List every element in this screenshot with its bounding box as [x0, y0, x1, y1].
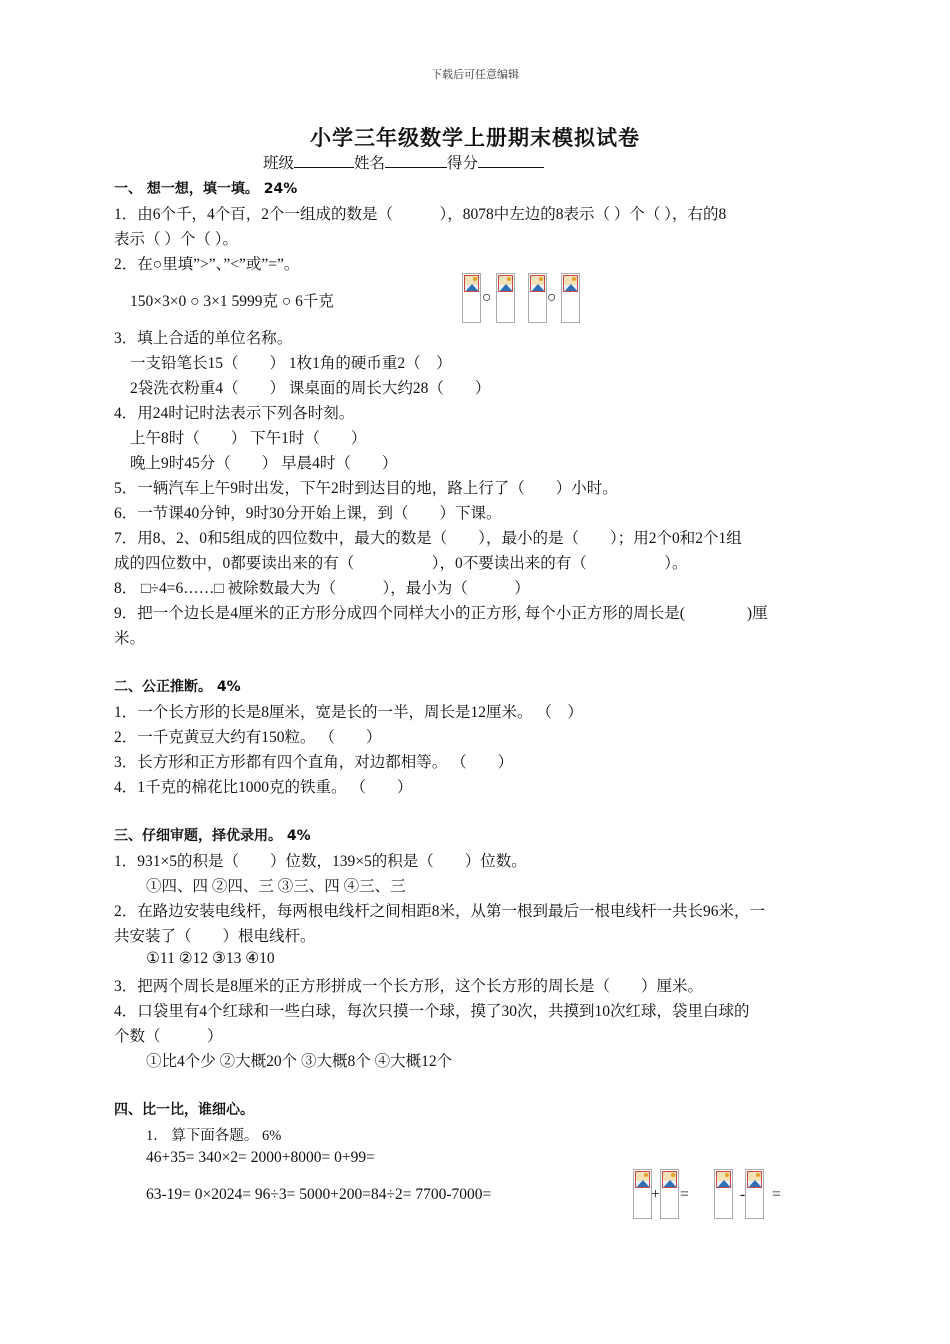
question-line: 晚上9时45分（ ） 早晨4时（ ） [130, 455, 398, 472]
question-line: 成的四位数中，0都要读出来的有（ ），0不要读出来的有（ ）。 [114, 555, 688, 572]
question-line: 2袋洗衣粉重4（ ） 课桌面的周长大约28（ ） [130, 380, 491, 397]
compare-circle: ○ [482, 289, 492, 306]
question-line: 3．把两个周长是8厘米的正方形拼成一个长方形，这个长方形的周长是（ ）厘米。 [114, 978, 704, 995]
compare-circle: ○ [547, 289, 557, 306]
header-note: 下载后可任意编辑 [431, 69, 519, 81]
embedded-image-icon [660, 1169, 679, 1219]
score-blank[interactable] [478, 153, 544, 168]
subheading: 1． 算下面各题。 6% [146, 1128, 282, 1144]
section-1-heading: 一、 想一想，填一填。 24% [114, 181, 298, 197]
question-line: 1．931×5的积是（ ）位数，139×5的积是（ ）位数。 [114, 853, 527, 870]
name-label: 姓名 [354, 155, 386, 172]
calc-row: 46+35= 340×2= 2000+8000= 0+99= [146, 1149, 375, 1166]
question-line: 8． □÷4=6……□ 被除数最大为（ ），最小为（ ） [114, 580, 530, 597]
embedded-image-icon [714, 1169, 733, 1219]
question-line: 6．一节课40分钟，9时30分开始上课，到（ ）下课。 [114, 505, 502, 522]
score-label: 得分 [447, 155, 479, 172]
question-line: 1．由6个千，4个百，2个一组成的数是（ ），8078中左边的8表示（ ）个（ ），右的8 [114, 206, 727, 223]
question-line: 5．一辆汽车上午9时出发，下午2时到达目的地，路上行了（ ）小时。 [114, 480, 618, 497]
class-label: 班级 [263, 155, 295, 172]
embedded-image-icon [462, 273, 481, 323]
question-line: 2．在○里填”>”、”<”或”=”。 [114, 256, 300, 273]
class-blank[interactable] [294, 153, 354, 168]
question-line: 上午8时（ ） 下午1时（ ） [130, 430, 367, 447]
calc-row: 63-19= 0×2024= 96÷3= 5000+200=84÷2= 7700-7000= [146, 1186, 492, 1203]
options-line: ①11 ②12 ③13 ④10 [146, 950, 275, 967]
question-line: 4．口袋里有4个红球和一些白球，每次只摸一个球，摸了30次，共摸到10次红球，袋里白球的 [114, 1003, 750, 1020]
question-line: 一支铅笔长15（ ） 1枚1角的硬币重2（ ） [130, 355, 452, 372]
question-line: 4．1千克的棉花比1000克的铁重。 （ ） [114, 779, 413, 796]
section-3-heading: 三、仔细审题，择优录用。 4% [114, 828, 311, 844]
section-4-heading: 四、比一比，谁细心。 [114, 1102, 254, 1118]
section-2-heading: 二、公正推断。 4% [114, 679, 241, 695]
embedded-image-icon [528, 273, 547, 323]
name-blank[interactable] [385, 153, 447, 168]
minus-sign: - [740, 1186, 746, 1203]
embedded-image-icon [561, 273, 580, 323]
question-line: 2．在路边安装电线杆，每两根电线杆之间相距8米，从第一根到最后一根电线杆一共长96米，一 [114, 903, 766, 920]
options-line: ①比4个少 ②大概20个 ③大概8个 ④大概12个 [146, 1053, 453, 1070]
question-line: 个数（ ） [114, 1028, 223, 1045]
question-line: 表示（ ）个（ ）。 [114, 231, 239, 248]
embedded-image-icon [745, 1169, 764, 1219]
question-line: 7．用8、2、0和5组成的四位数中，最大的数是（ ），最小的是（ ）；用2个0和2个1组 [114, 530, 742, 547]
embedded-image-icon [496, 273, 515, 323]
student-info-line [263, 151, 544, 173]
question-line: 3．填上合适的单位名称。 [114, 330, 293, 347]
question-line: 3．长方形和正方形都有四个直角，对边都相等。 （ ） [114, 754, 514, 771]
embedded-image-icon [633, 1169, 652, 1219]
question-line: 米。 [114, 630, 146, 647]
equals-sign: = [772, 1186, 781, 1203]
question-line: 9．把一个边长是4厘米的正方形分成四个同样大小的正方形, 每个小正方形的周长是( )厘 [114, 605, 768, 622]
compare-line: 150×3×0 ○ 3×1 5999克 ○ 6千克 [130, 293, 334, 310]
page-title: 小学三年级数学上册期末模拟试卷 [310, 126, 640, 150]
question-line: 2．一千克黄豆大约有150粒。 （ ） [114, 729, 382, 746]
options-line: ①四、四 ②四、三 ③三、四 ④三、三 [146, 878, 406, 895]
plus-sign: + [651, 1186, 660, 1203]
equals-sign: = [680, 1186, 689, 1203]
question-line: 共安装了（ ）根电线杆。 [114, 928, 316, 945]
question-line: 1．一个长方形的长是8厘米，宽是长的一半，周长是12厘米。 （ ） [114, 704, 583, 721]
question-line: 4．用24时记时法表示下列各时刻。 [114, 405, 355, 422]
